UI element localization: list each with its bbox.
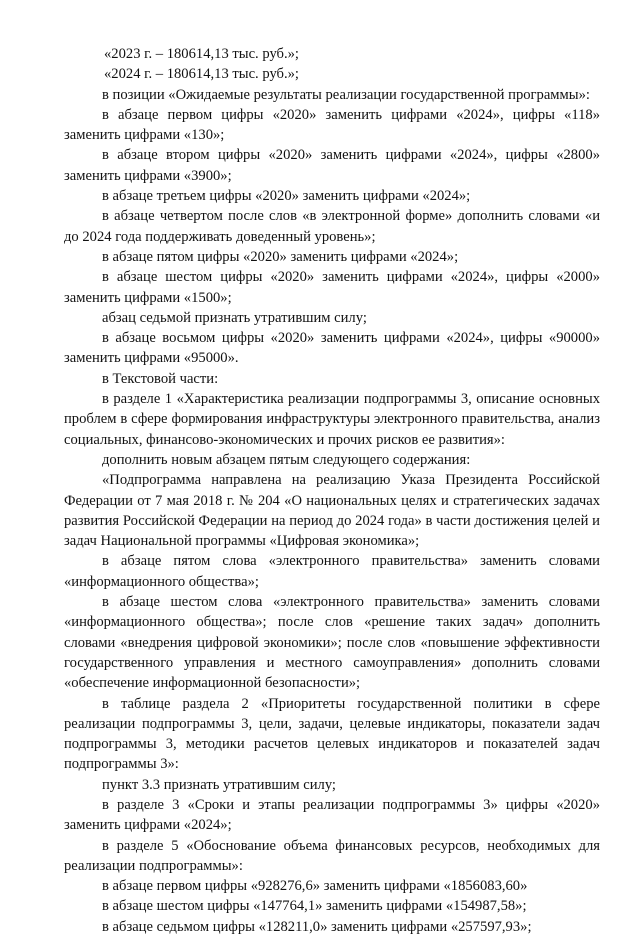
paragraph-text-part: в Текстовой части: bbox=[102, 370, 219, 387]
paragraph-section-5: в разделе 5 «Обоснование объема финансовых ресурсов, необходимых для реализации подпрограммы»: bbox=[64, 837, 600, 874]
paragraph-section-1: в разделе 1 «Характеристика реализации подпрограммы 3, описание основных проблем в сфере формирования инфраструктуры электронного правительства, анализ социальных, финансово-экономических и прочих рисков ее развития»: bbox=[64, 391, 600, 448]
paragraph-third-abzac: в абзаце третьем цифры «2020» заменить цифрами «2024»; bbox=[102, 188, 471, 205]
paragraph-expected-results: в позиции «Ожидаемые результаты реализации государственной программы»: bbox=[102, 86, 590, 103]
paragraph-fifth-abzac: в абзаце пятом цифры «2020» заменить цифрами «2024»; bbox=[102, 248, 459, 265]
paragraph-section-1-abzac-6: в абзаце шестом слова «электронного правительства» заменить словами «информационного общества»; после слов «решение таких задач» дополнить словами «внедрения цифровой экономики»; после слов «повышение эффективности государственного управления и местного самоуправления» дополнить словами «обеспечение информационной безопасности»; bbox=[64, 594, 600, 692]
paragraph-year-2023: «2023 г. – 180614,13 тыс. руб.»; bbox=[104, 46, 299, 62]
paragraph-item-3-3: пункт 3.3 признать утратившим силу; bbox=[102, 776, 336, 793]
paragraph-section-5-abzac-6: в абзаце шестом цифры «147764,1» заменить цифрами «154987,58»; bbox=[102, 898, 527, 915]
paragraph-add-new-abzac: дополнить новым абзацем пятым следующего содержания: bbox=[102, 451, 471, 468]
paragraph-seventh-abzac: абзац седьмой признать утратившим силу; bbox=[102, 309, 367, 326]
paragraph-section-5-abzac-7: в абзаце седьмом цифры «128211,0» заменить цифрами «257597,93»; bbox=[102, 918, 532, 935]
paragraph-second-abzac: в абзаце втором цифры «2020» заменить цифрами «2024», цифры «2800» заменить цифрами «3900»; bbox=[64, 147, 600, 184]
paragraph-section-1-abzac-5: в абзаце пятом слова «электронного правительства» заменить словами «информационного общества»; bbox=[64, 553, 600, 590]
paragraph-year-2024: «2024 г. – 180614,13 тыс. руб.»; bbox=[104, 66, 299, 83]
paragraph-sixth-abzac: в абзаце шестом цифры «2020» заменить цифрами «2024», цифры «2000» заменить цифрами «1500»; bbox=[64, 269, 600, 306]
paragraph-fourth-abzac: в абзаце четвертом после слов «в электронной форме» дополнить словами «и до 2024 года поддерживать доведенный уровень»; bbox=[64, 208, 600, 245]
paragraph-section-3: в разделе 3 «Сроки и этапы реализации подпрограммы 3» цифры «2020» заменить цифрами «2024»; bbox=[64, 796, 600, 834]
paragraph-section-2-table: в таблице раздела 2 «Приоритеты государственной политики в сфере реализации подпрограммы 3, цели, задачи, целевые индикаторы, показатели задач подпрограммы 3, методики расчетов целевых индикаторов и показателей задач подпрограммы 3»: bbox=[64, 695, 600, 773]
paragraph-eighth-abzac: в абзаце восьмом цифры «2020» заменить цифрами «2024», цифры «90000» заменить цифрами «95000». bbox=[64, 330, 600, 367]
paragraph-decree-quote: «Подпрограмма направлена на реализацию Указа Президента Российской Федерации от 7 мая 2018 г. № 204 «О национальных целях и стратегических задачах развития Российской Федерации на период до 2024 года» в части достижения целей и задач Национальной программы «Цифровая экономика»; bbox=[64, 472, 600, 550]
paragraph-section-5-abzac-1: в абзаце первом цифры «928276,6» заменить цифрами «1856083,60» bbox=[102, 878, 528, 895]
paragraph-first-abzac: в абзаце первом цифры «2020» заменить цифрами «2024», цифры «118» заменить цифрами «130»; bbox=[64, 106, 600, 144]
